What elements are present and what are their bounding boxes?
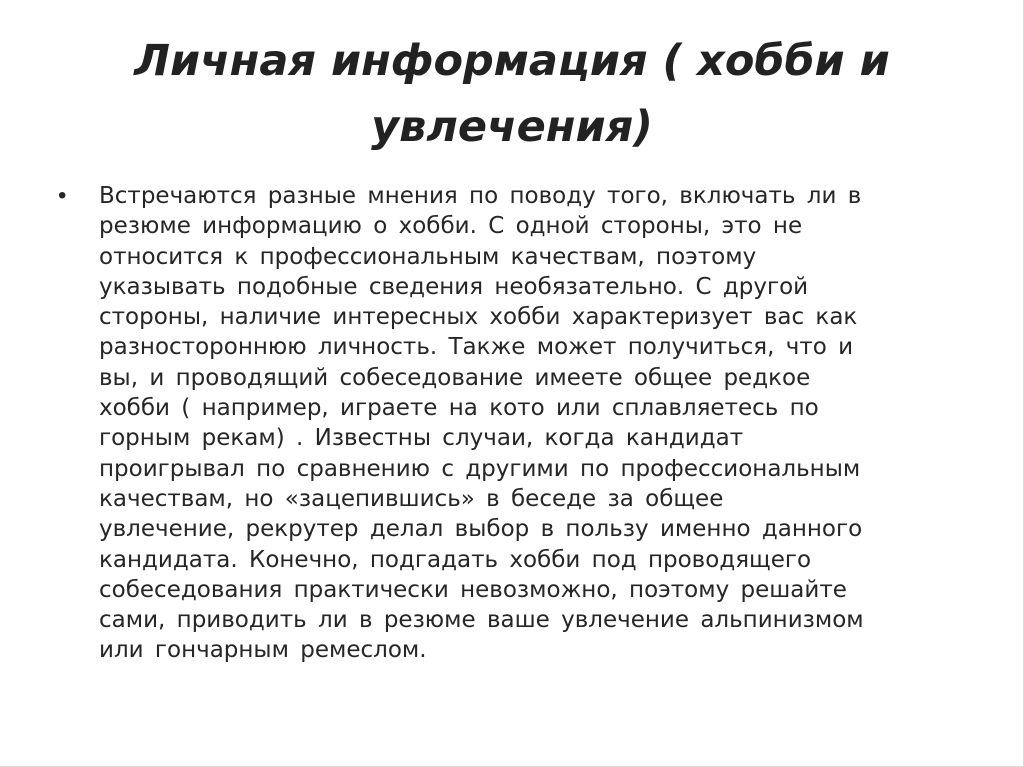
slide-title: [60, 28, 964, 160]
paragraph-line: Встречаются разные мнения по поводу того, включать ли в: [99, 183, 862, 209]
paragraph-line: увлечение, рекрутер делал выбор в пользу именно данного: [99, 516, 863, 543]
paragraph-line: собеседования практически невозможно, поэтому решайте: [99, 576, 847, 603]
slide-title-line-1: Личная информация ( хобби и: [134, 36, 890, 86]
paragraph-line: стороны, наличие интересных хобби характеризует вас как: [99, 304, 858, 331]
paragraph-line: кандидата. Конечно, подгадать хобби под проводящего: [99, 546, 812, 573]
paragraph-line: сами, приводить ли в резюме ваше увлечение альпинизмом: [99, 607, 864, 634]
paragraph-line: горным рекам) . Известны случаи, когда кандидат: [99, 425, 744, 452]
paragraph-line: качествам, но «зацепившись» в беседе за общее: [99, 485, 724, 512]
paragraph-line: хобби ( например, играете на кото или сплавляетесь по: [99, 395, 819, 422]
paragraph-line: резюме информацию о хобби. С одной стороны, это не: [99, 213, 803, 240]
paragraph-line: вы, и проводящий собеседование имеете общее редкое: [99, 364, 811, 391]
paragraph: [99, 181, 979, 666]
paragraph-line: указывать подобные сведения необязательно. С другой: [99, 273, 809, 300]
paragraph-line: разностороннюю личность. Также может получиться, что и: [99, 334, 854, 361]
paragraph-line: проигрывал по сравнению с другими по профессиональным: [99, 455, 861, 482]
paragraph-line: относится к профессиональным качествам, поэтому: [99, 243, 757, 270]
paragraph-line: или гончарным ремеслом.: [99, 637, 427, 664]
slide-title-line-2: увлечения): [371, 102, 653, 152]
bullet-point: •: [58, 182, 67, 209]
